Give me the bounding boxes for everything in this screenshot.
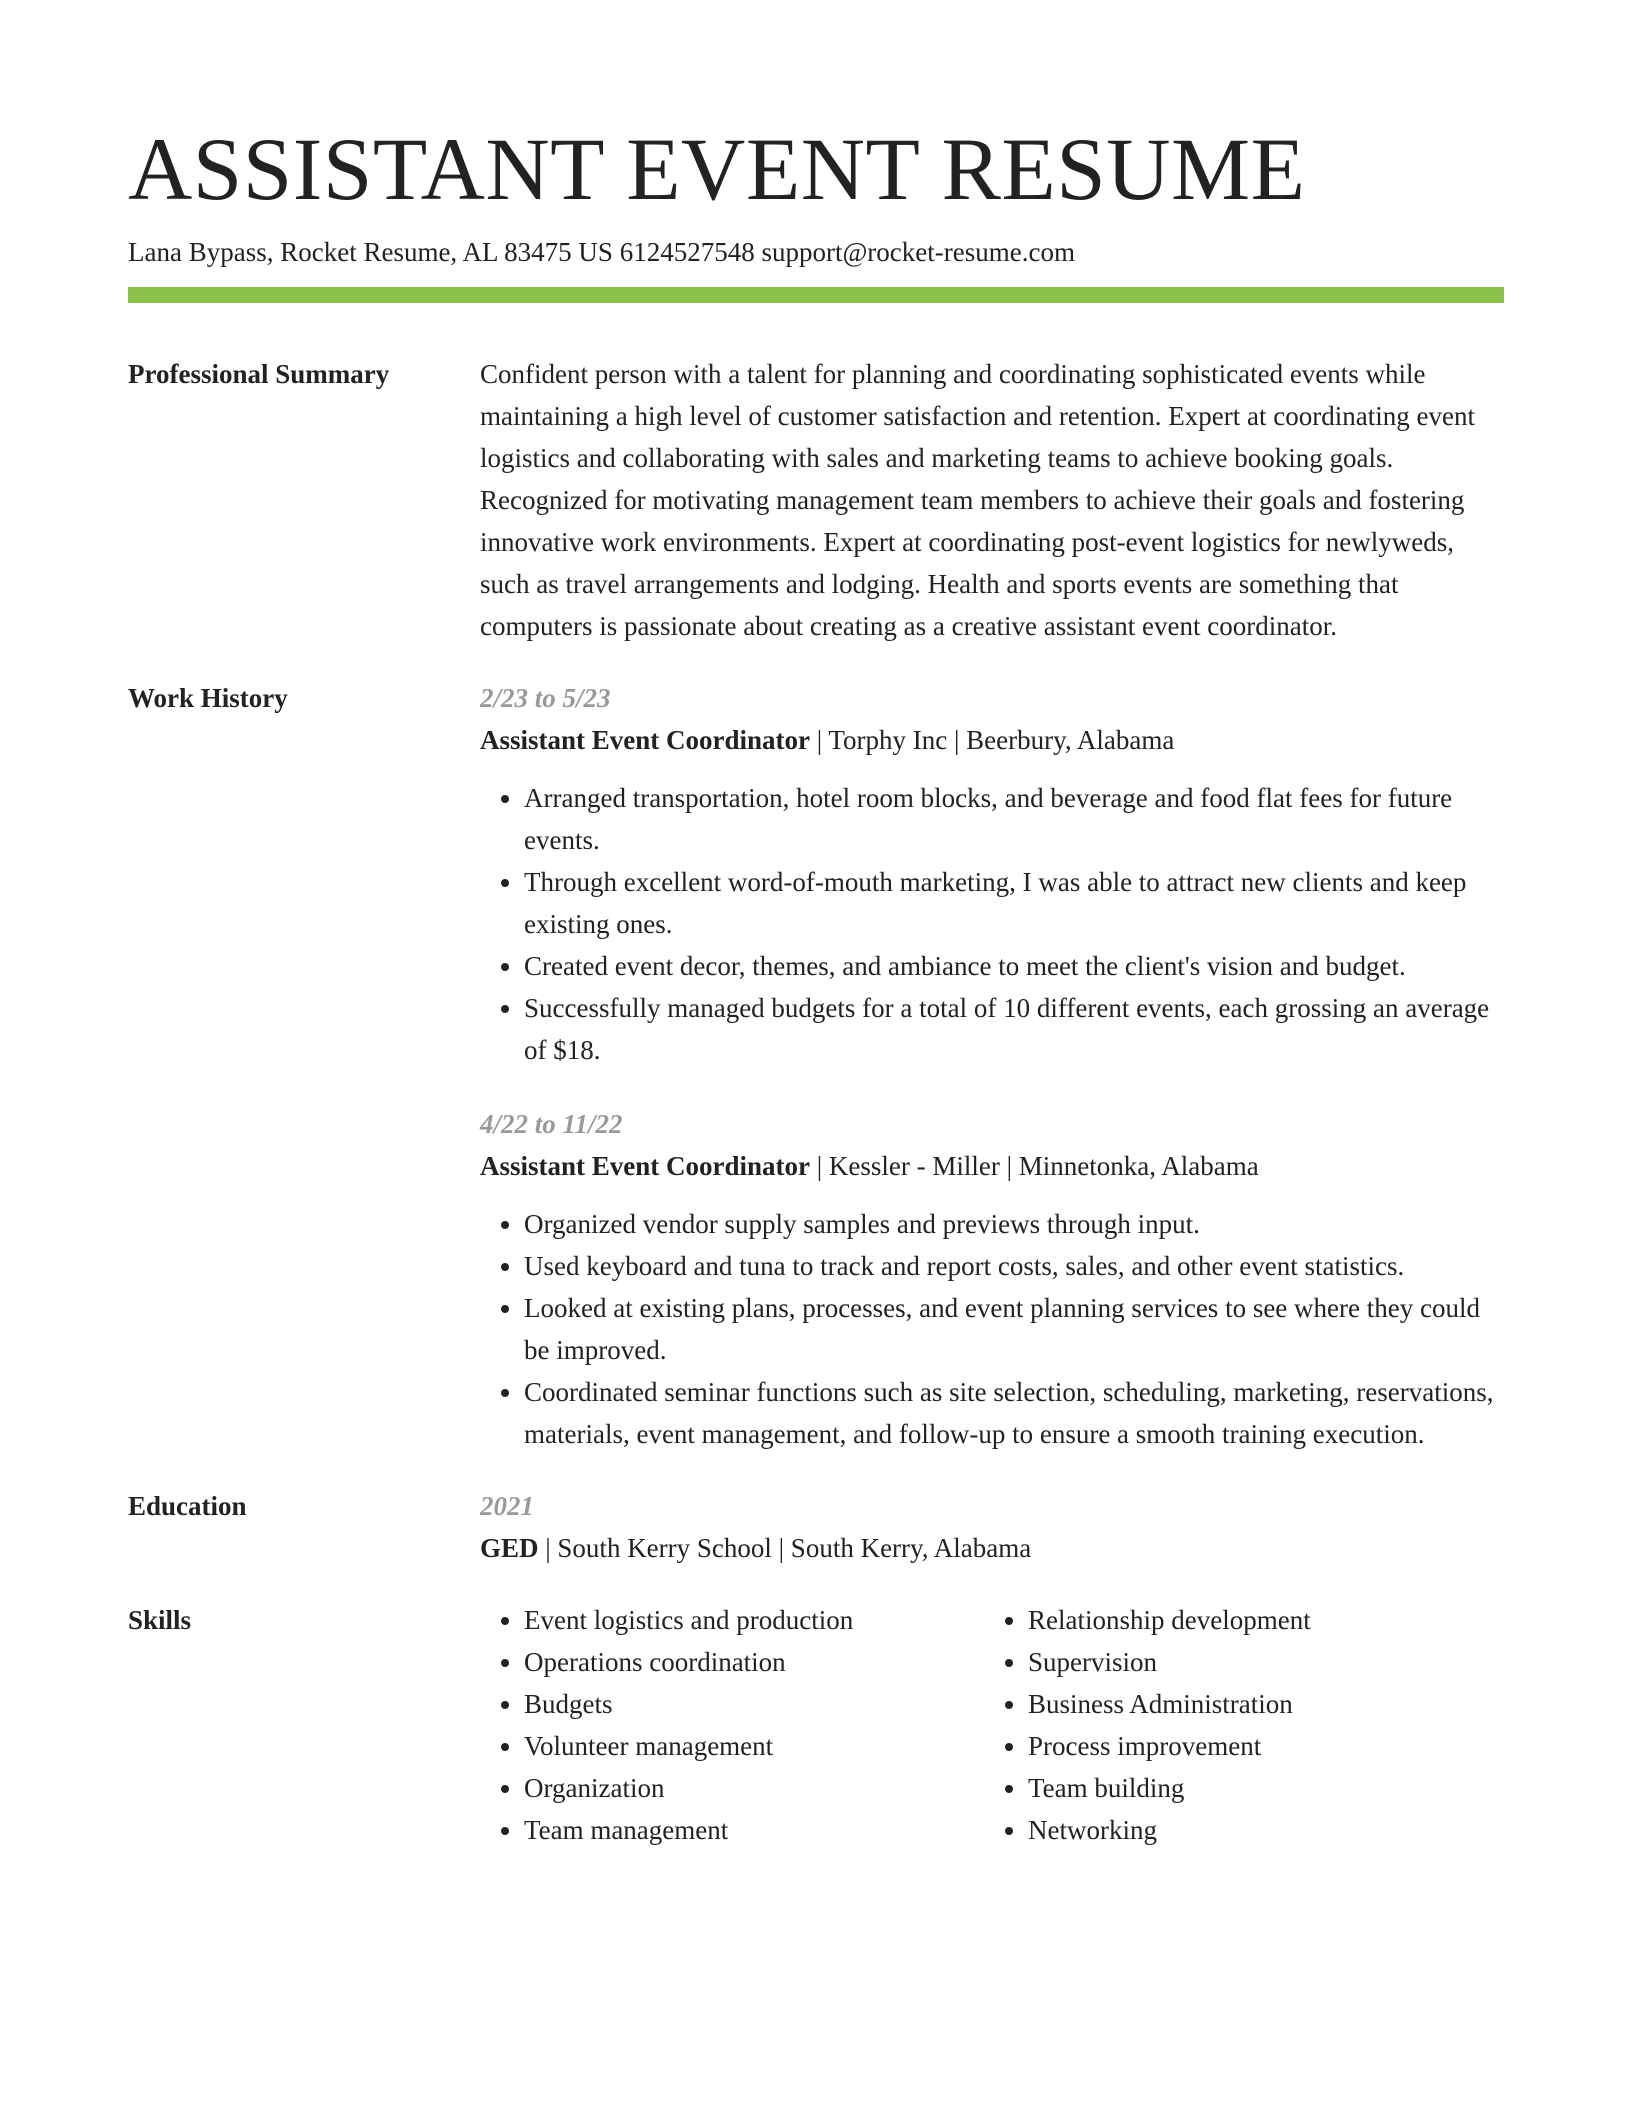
contact-line: Lana Bypass, Rocket Resume, AL 83475 US 6124527548 support@rocket-resume.com xyxy=(128,237,1075,267)
job-heading xyxy=(480,719,1504,761)
job-details: | Kessler - Miller | Minnetonka, Alabama xyxy=(810,1151,1259,1181)
job-bullet: • Used keyboard and tuna to track and report costs, sales, and other event statistics. xyxy=(524,1245,1504,1287)
job-bullet: • Organized vendor supply samples and previews through input. xyxy=(524,1203,1504,1245)
skill-item: • Business Administration xyxy=(1028,1683,1488,1725)
job-entry xyxy=(480,677,1504,1071)
section-label-skills: Skills xyxy=(128,1605,192,1635)
resume-page xyxy=(128,118,1504,1851)
job-bullet: • Created event decor, themes, and ambiance to meet the client's vision and budget. xyxy=(524,945,1504,987)
summary-section xyxy=(128,353,1504,647)
job-heading xyxy=(480,1145,1504,1187)
skill-item: • Team building xyxy=(1028,1767,1488,1809)
education-section xyxy=(128,1485,1504,1569)
job-entry xyxy=(480,1103,1504,1455)
section-label-summary: Professional Summary xyxy=(128,359,390,389)
resume-title: ASSISTANT EVENT RESUME xyxy=(128,121,1306,219)
job-bullet: • Through excellent word-of-mouth marketing, I was able to attract new clients and keep existing ones. xyxy=(524,861,1504,945)
education-entry xyxy=(480,1485,1504,1569)
work-history-list xyxy=(480,677,1504,1455)
skill-item: • Relationship development xyxy=(1028,1599,1488,1641)
summary-text: Confident person with a talent for planning and coordinating sophisticated events while maintaining a high level of customer satisfaction and retention. Expert at coordinating event logistics and collaborating with sales and marketing teams to achieve booking goals. Recognized for motivating management team members to achieve their goals and fostering innovative work environments. Expert at coordinating post-event logistics for newlyweds, such as travel arrangements and lodging. Health and sports events are something that computers is passionate about creating as a creative assistant event coordinator. xyxy=(480,359,1475,641)
job-bullet: • Coordinated seminar functions such as site selection, scheduling, marketing, reservations, materials, event management, and follow-up to ensure a smooth training execution. xyxy=(524,1371,1504,1455)
education-degree: GED xyxy=(480,1533,539,1563)
skill-item: • Networking xyxy=(1028,1809,1488,1851)
job-dates: 2/23 to 5/23 xyxy=(480,683,611,713)
skill-item: • Event logistics and production xyxy=(524,1599,984,1641)
job-bullets xyxy=(480,1203,1504,1455)
header-divider xyxy=(128,287,1504,303)
skill-item: • Budgets xyxy=(524,1683,984,1725)
skills-grid xyxy=(480,1599,1504,1851)
job-bullet: • Arranged transportation, hotel room blocks, and beverage and food flat fees for future events. xyxy=(524,777,1504,861)
job-title: Assistant Event Coordinator xyxy=(480,725,811,755)
skill-item: • Volunteer management xyxy=(524,1725,984,1767)
work-history-section xyxy=(128,677,1504,1455)
section-label-education: Education xyxy=(128,1491,247,1521)
skill-item: • Supervision xyxy=(1028,1641,1488,1683)
education-year: 2021 xyxy=(480,1491,534,1521)
skill-item: • Team management xyxy=(524,1809,984,1851)
education-details: | South Kerry School | South Kerry, Alabama xyxy=(538,1533,1032,1563)
section-label-work-history: Work History xyxy=(128,683,288,713)
skills-column-left xyxy=(480,1599,984,1851)
skill-item: • Process improvement xyxy=(1028,1725,1488,1767)
job-details: | Torphy Inc | Beerbury, Alabama xyxy=(810,725,1175,755)
skill-item: • Operations coordination xyxy=(524,1641,984,1683)
job-title: Assistant Event Coordinator xyxy=(480,1151,811,1181)
skills-column-right xyxy=(984,1599,1488,1851)
education-heading xyxy=(480,1527,1504,1569)
job-bullet: • Successfully managed budgets for a total of 10 different events, each grossing an average of $18. xyxy=(524,987,1504,1071)
job-dates: 4/22 to 11/22 xyxy=(480,1109,623,1139)
skill-item: • Organization xyxy=(524,1767,984,1809)
job-bullet: • Looked at existing plans, processes, and event planning services to see where they could be improved. xyxy=(524,1287,1504,1371)
job-bullets xyxy=(480,777,1504,1071)
skills-section xyxy=(128,1599,1504,1851)
